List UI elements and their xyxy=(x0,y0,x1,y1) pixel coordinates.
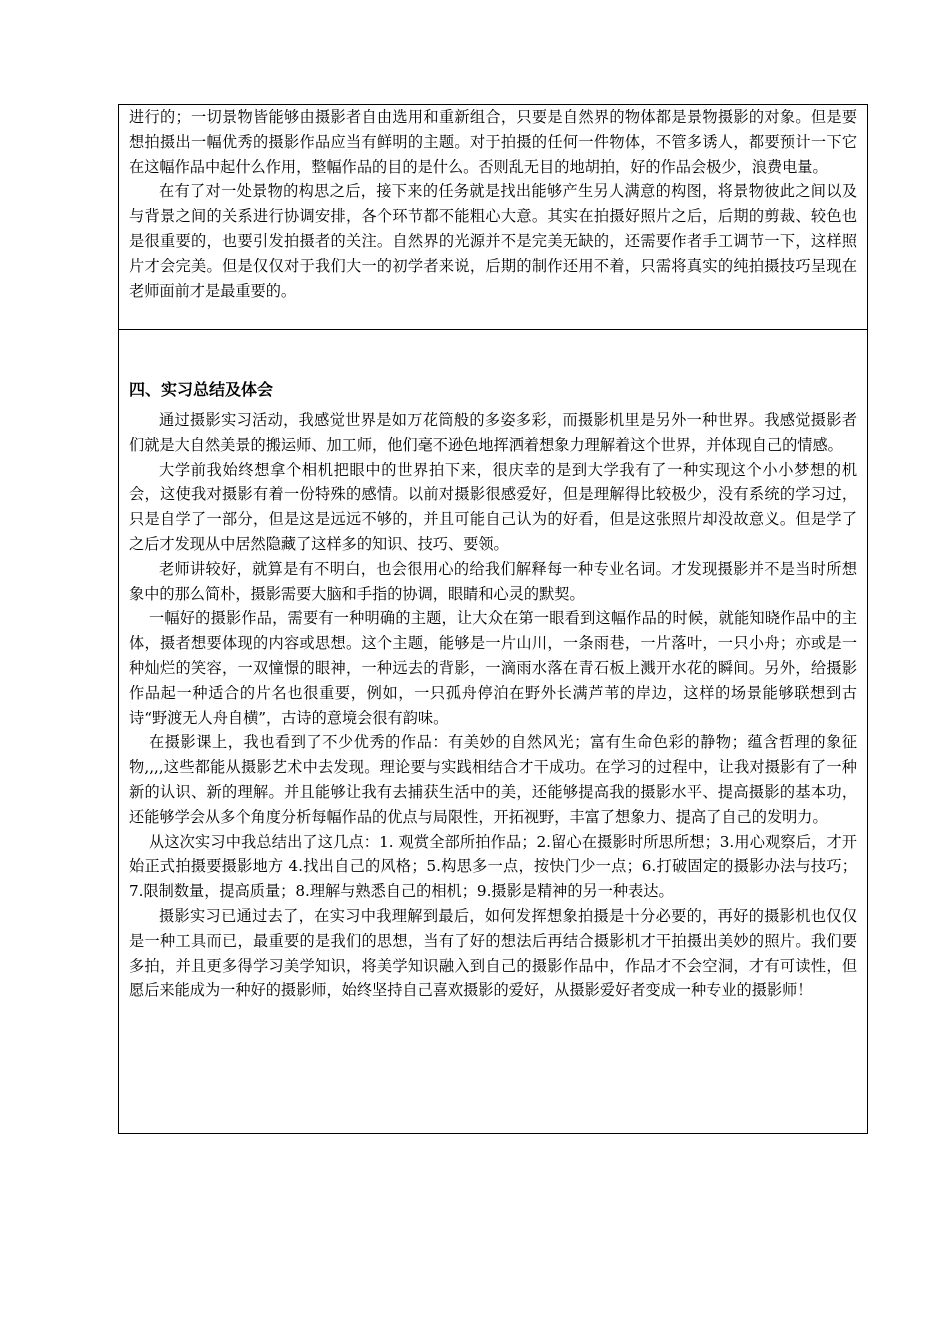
table-row xyxy=(119,330,868,1134)
paragraph: 大学前我始终想拿个相机把眼中的世界拍下来，很庆幸的是到大学我有了一种实现这个小小梦想的机会，这使我对摄影有着一份特殊的感情。以前对摄影很感爱好，但是理解得比较极少，没有系统的学习过，只是自学了一部分，但是这是远远不够的，并且可能自己认为的好看，但是这张照片却没故意义。但是学了之后才发现从中居然隐藏了这样多的知识、技巧、要领。 xyxy=(129,460,857,553)
paragraph: 在有了对一处景物的构思之后，接下来的任务就是找出能够产生另人满意的构图，将景物彼此之间以及与背景之间的关系进行协调安排，各个环节都不能粗心大意。其实在拍摄好照片之后，后期的剪裁、较色也是很重要的，也要引发拍摄者的关注。自然界的光源并不是完美无缺的，还需要作者手工调节一下，这样照片才会完美。但是仅仅对于我们大一的初学者来说，后期的制作还用不着，只需将真实的纯拍摄技巧呈现在老师面前才是最重要的。 xyxy=(129,182,857,300)
paragraph: 在摄影课上，我也看到了不少优秀的作品：有美妙的自然风光；富有生命色彩的静物；蕴含哲理的象征物,,,,这些都能从摄影艺术中去发现。理论要与实践相结合才干成功。在学习的过程中，让我对摄影有了一种新的认识、新的理解。并且能够让我有去捕获生活中的美，还能够提高我的摄影水平、提高摄影的基本功，还能够学会从多个角度分析每幅作品的优点与局限性，开拓视野，丰富了想象力、提高了自己的发明力。 xyxy=(129,733,857,826)
summary-section-cell xyxy=(119,330,868,1134)
paragraph: 老师讲较好，就算是有不明白，也会很用心的给我们解释每一种专业名词。才发现摄影并不是当时所想象中的那么简朴，摄影需要大脑和手指的协调，眼睛和心灵的默契。 xyxy=(129,559,857,603)
previous-section-cell xyxy=(119,105,868,330)
paragraph: 摄影实习已通过去了，在实习中我理解到最后，如何发挥想象拍摄是十分必要的，再好的摄影机也仅仅是一种工具而已，最重要的是我们的思想，当有了好的想法后再结合摄影机才干拍摄出美妙的照片。我们要多拍，并且更多得学习美学知识，将美学知识融入到自己的摄影作品中，作品才不会空洞，才有可读性，但愿后来能成为一种好的摄影师，始终坚持自己喜欢摄影的爱好，从摄影爱好者变成一种专业的摄影师！ xyxy=(129,906,857,1000)
paragraph: 一幅好的摄影作品，需要有一种明确的主题，让大众在第一眼看到这幅作品的时候，就能知晓作品中的主体，摄者想要体现的内容或思想。这个主题，能够是一片山川，一条雨巷，一片落叶，一只小舟；亦或是一种灿烂的笑容，一双憧憬的眼神，一种远去的背影，一滴雨水落在青石板上溅开水花的瞬间。另外，给摄影作品起一种适合的片名也很重要，例如，一只孤舟停泊在野外长满芦苇的岸边，这样的场景能够联想到古诗“野渡无人舟自横”，古诗的意境会很有韵味。 xyxy=(129,609,857,727)
report-table xyxy=(118,104,868,1134)
paragraph: 进行的；一切景物皆能够由摄影者自由选用和重新组合，只要是自然界的物体都是景物摄影的对象。但是要想拍摄出一幅优秀的摄影作品应当有鲜明的主题。对于拍摄的任何一件物体，不管多诱人，都要预计一下它在这幅作品中起什么作用，整幅作品的目的是什么。否则乱无目的地胡拍，好的作品会极少，浪费电量。 xyxy=(129,108,857,176)
section-heading: 四、实习总结及体会 xyxy=(129,380,274,399)
paragraph: 从这次实习中我总结出了这几点：1. 观赏全部所拍作品；2.留心在摄影时所思所想；3.用心观察后，才开始正式拍摄要摄影地方 4.找出自己的风格；5.构思多一点，按快门少一点；6.打破固定的摄影办法与技巧；7.限制数量，提高质量；8.理解与熟悉自己的相机；9.摄影是精神的另一种表达。 xyxy=(129,832,857,901)
paragraph: 通过摄影实习活动，我感觉世界是如万花筒般的多姿多彩，而摄影机里是另外一种世界。我感觉摄影者们就是大自然美景的搬运师、加工师，他们毫不逊色地挥洒着想象力理解着这个世界，并体现自己的情感。 xyxy=(129,411,857,454)
table-row xyxy=(119,105,868,330)
